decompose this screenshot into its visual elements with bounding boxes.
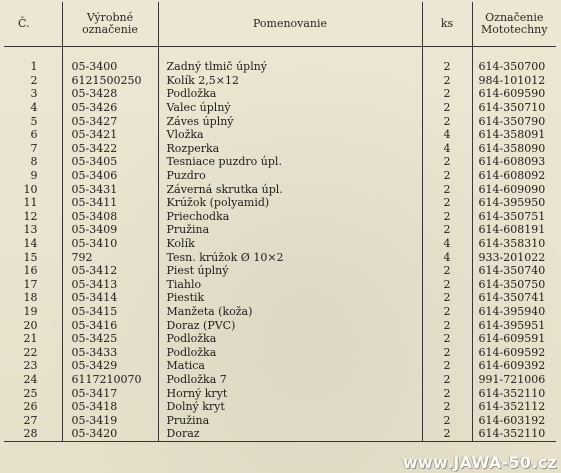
table-row bbox=[4, 413, 556, 427]
row-mototechna-code: 614-609590 bbox=[478, 87, 546, 101]
row-quantity: 2 bbox=[422, 305, 472, 319]
row-part-name: Podložka bbox=[158, 87, 422, 101]
row-production-code: 05-3412 bbox=[62, 264, 158, 278]
row-production-code: 05-3418 bbox=[62, 400, 158, 414]
row-quantity: 2 bbox=[422, 413, 472, 427]
row-part-name: Tesniace puzdro úpl. bbox=[158, 155, 422, 169]
row-mototechna-code: 614-609392 bbox=[478, 359, 546, 373]
row-part-name: Priechodka bbox=[158, 210, 422, 224]
table-row bbox=[4, 373, 556, 387]
table-row bbox=[4, 60, 556, 74]
site-watermark: www.JAWA-50.cz bbox=[402, 453, 557, 472]
row-mototechna-code: 614-350740 bbox=[478, 264, 546, 278]
row-production-code: 05-3425 bbox=[62, 332, 158, 346]
table-row bbox=[4, 74, 556, 88]
row-part-name: Kolík 2,5×12 bbox=[158, 74, 422, 88]
row-number: 19 bbox=[4, 305, 62, 319]
row-mototechna-code: 614-395951 bbox=[478, 318, 546, 332]
row-production-code: 05-3408 bbox=[62, 210, 158, 224]
row-number: 10 bbox=[4, 182, 62, 196]
row-mototechna-code: 614-395940 bbox=[478, 304, 546, 318]
row-production-code: 05-3421 bbox=[62, 128, 158, 142]
row-part-name: Pružina bbox=[158, 413, 422, 427]
row-quantity: 2 bbox=[422, 182, 472, 196]
row-quantity: 2 bbox=[422, 359, 472, 373]
row-part-name: Matica bbox=[158, 359, 422, 373]
row-production-code: 05-3411 bbox=[62, 196, 158, 210]
row-mototechna-code: 614-352110 bbox=[472, 427, 556, 441]
row-quantity: 2 bbox=[422, 278, 472, 292]
row-mototechna-code: 614-608191 bbox=[478, 223, 546, 237]
row-quantity: 2 bbox=[422, 318, 472, 332]
row-part-name: Piest úplný bbox=[158, 264, 422, 278]
row-mototechna-code: 991-721006 bbox=[478, 372, 546, 386]
row-mototechna-code: 614-358090 bbox=[478, 141, 546, 155]
row-mototechna-code: 614-350741 bbox=[478, 291, 546, 305]
column-header-number: Č. bbox=[4, 2, 62, 47]
row-mototechna-code: 614-350710 bbox=[478, 101, 546, 115]
row-quantity: 2 bbox=[422, 60, 472, 74]
table-row bbox=[4, 210, 556, 224]
row-mototechna-code: 614-609592 bbox=[478, 345, 546, 359]
table-row bbox=[4, 101, 556, 115]
row-mototechna-code: 614-395950 bbox=[478, 196, 546, 210]
column-header-name: Pomenovanie bbox=[158, 2, 422, 47]
row-quantity: 2 bbox=[422, 386, 472, 400]
row-number: 24 bbox=[4, 373, 62, 387]
row-number: 11 bbox=[4, 196, 62, 210]
table-row bbox=[4, 223, 556, 237]
row-quantity: 4 bbox=[422, 237, 472, 251]
table-row bbox=[4, 169, 556, 183]
row-production-code: 05-3428 bbox=[62, 87, 158, 101]
table-body bbox=[4, 47, 556, 442]
table-row bbox=[4, 250, 556, 264]
table-row bbox=[4, 128, 556, 142]
row-production-code: 05-3422 bbox=[62, 142, 158, 156]
row-mototechna-code: 933-201022 bbox=[478, 250, 546, 264]
table-row bbox=[4, 264, 556, 278]
parts-table bbox=[4, 2, 556, 442]
row-quantity: 2 bbox=[422, 74, 472, 88]
row-production-code: 05-3431 bbox=[62, 182, 158, 196]
row-number: 7 bbox=[4, 142, 62, 156]
row-quantity: 2 bbox=[422, 210, 472, 224]
table-row bbox=[4, 182, 556, 196]
column-header-mototechna-code-line1: Označenie bbox=[485, 11, 544, 24]
table-row bbox=[4, 278, 556, 292]
row-production-code: 05-3426 bbox=[62, 101, 158, 115]
row-mototechna-code: 614-609591 bbox=[478, 332, 546, 346]
row-mototechna-code: 614-608093 bbox=[478, 155, 546, 169]
row-part-name: Rozperka bbox=[158, 142, 422, 156]
row-quantity: 2 bbox=[422, 223, 472, 237]
row-mototechna-code: 614-352110 bbox=[478, 386, 546, 400]
row-production-code: 05-3410 bbox=[62, 237, 158, 251]
row-production-code: 05-3419 bbox=[62, 413, 158, 427]
row-quantity: 2 bbox=[422, 373, 472, 387]
row-quantity: 2 bbox=[422, 114, 472, 128]
table-row bbox=[4, 427, 556, 441]
table-row bbox=[4, 305, 556, 319]
row-quantity: 4 bbox=[422, 142, 472, 156]
row-quantity: 4 bbox=[422, 250, 472, 264]
row-mototechna-code: 614-352112 bbox=[478, 400, 546, 414]
table-row bbox=[4, 237, 556, 251]
row-production-code: 05-3427 bbox=[62, 114, 158, 128]
table-row bbox=[4, 386, 556, 400]
row-quantity: 2 bbox=[422, 291, 472, 305]
row-part-name: Zadný tlmič úplný bbox=[158, 60, 422, 74]
row-quantity: 4 bbox=[422, 128, 472, 142]
row-mototechna-code: 614-609090 bbox=[478, 182, 546, 196]
table-spacer-row bbox=[4, 47, 556, 61]
row-production-code: 05-3414 bbox=[62, 291, 158, 305]
row-quantity: 2 bbox=[422, 155, 472, 169]
row-part-name: Piestik bbox=[158, 291, 422, 305]
row-quantity: 2 bbox=[422, 427, 472, 441]
row-quantity: 2 bbox=[422, 169, 472, 183]
row-number: 27 bbox=[4, 413, 62, 427]
table-row bbox=[4, 114, 556, 128]
column-header-production-code-line2: označenie bbox=[82, 23, 138, 36]
row-number: 12 bbox=[4, 210, 62, 224]
row-quantity: 2 bbox=[422, 332, 472, 346]
row-part-name: Valec úplný bbox=[158, 101, 422, 115]
row-part-name: Pružina bbox=[158, 223, 422, 237]
row-number: 25 bbox=[4, 386, 62, 400]
row-number: 14 bbox=[4, 237, 62, 251]
row-quantity: 2 bbox=[422, 345, 472, 359]
row-number: 2 bbox=[4, 74, 62, 88]
row-production-code: 6121500250 bbox=[62, 74, 158, 88]
row-production-code: 05-3429 bbox=[62, 359, 158, 373]
row-part-name: Záves úplný bbox=[158, 114, 422, 128]
row-production-code: 792 bbox=[62, 250, 158, 264]
row-part-name: Manžeta (koža) bbox=[158, 305, 422, 319]
column-header-quantity: ks bbox=[422, 2, 472, 47]
row-quantity: 2 bbox=[422, 400, 472, 414]
row-part-name: Tiahlo bbox=[158, 278, 422, 292]
row-number: 26 bbox=[4, 400, 62, 414]
row-production-code: 6117210070 bbox=[62, 373, 158, 387]
row-number: 16 bbox=[4, 264, 62, 278]
row-mototechna-code: 614-350750 bbox=[478, 277, 546, 291]
row-production-code: 05-3416 bbox=[62, 318, 158, 332]
row-part-name: Vložka bbox=[158, 128, 422, 142]
row-production-code: 05-3400 bbox=[62, 60, 158, 74]
row-part-name: Puzdro bbox=[158, 169, 422, 183]
row-production-code: 05-3413 bbox=[62, 278, 158, 292]
row-production-code: 05-3406 bbox=[62, 169, 158, 183]
table-row bbox=[4, 155, 556, 169]
row-number: 13 bbox=[4, 223, 62, 237]
row-number: 4 bbox=[4, 101, 62, 115]
row-number: 6 bbox=[4, 128, 62, 142]
row-number: 18 bbox=[4, 291, 62, 305]
row-mototechna-code: 614-358091 bbox=[478, 128, 546, 142]
row-mototechna-code: 614-603192 bbox=[478, 413, 546, 427]
table-row bbox=[4, 318, 556, 332]
row-number: 8 bbox=[4, 155, 62, 169]
row-production-code: 05-3415 bbox=[62, 305, 158, 319]
table-row bbox=[4, 196, 556, 210]
row-number: 23 bbox=[4, 359, 62, 373]
table-row bbox=[4, 400, 556, 414]
row-production-code: 05-3433 bbox=[62, 345, 158, 359]
table-row bbox=[4, 291, 556, 305]
row-part-name: Dolný kryt bbox=[158, 400, 422, 414]
row-mototechna-code: 614-608092 bbox=[478, 169, 546, 183]
row-part-name: Doraz (PVC) bbox=[158, 318, 422, 332]
column-header-mototechna-code-line2: Mototechny bbox=[481, 23, 548, 36]
row-number: 21 bbox=[4, 332, 62, 346]
row-number: 15 bbox=[4, 250, 62, 264]
row-part-name: Záverná skrutka úpl. bbox=[158, 182, 422, 196]
row-quantity: 2 bbox=[422, 87, 472, 101]
column-header-mototechna-code bbox=[472, 2, 556, 47]
row-mototechna-code: 614-358310 bbox=[478, 237, 546, 251]
row-part-name: Podložka 7 bbox=[158, 373, 422, 387]
row-number: 3 bbox=[4, 87, 62, 101]
row-quantity: 2 bbox=[422, 101, 472, 115]
row-number: 17 bbox=[4, 278, 62, 292]
row-mototechna-code: 614-350790 bbox=[478, 114, 546, 128]
table-row bbox=[4, 332, 556, 346]
row-number: 28 bbox=[4, 427, 62, 441]
row-number: 20 bbox=[4, 318, 62, 332]
row-part-name: Podložka bbox=[158, 345, 422, 359]
row-part-name: Krúžok (polyamid) bbox=[158, 196, 422, 210]
row-quantity: 2 bbox=[422, 264, 472, 278]
row-number: 5 bbox=[4, 114, 62, 128]
row-mototechna-code: 614-350751 bbox=[478, 209, 546, 223]
row-production-code: 05-3405 bbox=[62, 155, 158, 169]
row-mototechna-code: 984-101012 bbox=[478, 73, 546, 87]
column-header-production-code-line1: Výrobné bbox=[86, 11, 134, 24]
row-part-name: Doraz bbox=[158, 427, 422, 441]
table-header bbox=[4, 2, 556, 47]
row-mototechna-code: 614-350700 bbox=[478, 60, 546, 74]
row-part-name: Horný kryt bbox=[158, 386, 422, 400]
row-production-code: 05-3417 bbox=[62, 386, 158, 400]
table-row bbox=[4, 345, 556, 359]
row-number: 1 bbox=[4, 60, 62, 74]
table-row bbox=[4, 87, 556, 101]
row-quantity: 2 bbox=[422, 196, 472, 210]
row-number: 22 bbox=[4, 345, 62, 359]
row-production-code: 05-3420 bbox=[62, 427, 158, 441]
row-part-name: Kolík bbox=[158, 237, 422, 251]
row-part-name: Podložka bbox=[158, 332, 422, 346]
column-header-production-code bbox=[62, 2, 158, 47]
row-production-code: 05-3409 bbox=[62, 223, 158, 237]
row-part-name: Tesn. krúžok Ø 10×2 bbox=[158, 250, 422, 264]
table-row bbox=[4, 142, 556, 156]
row-number: 9 bbox=[4, 169, 62, 183]
table-row bbox=[4, 359, 556, 373]
